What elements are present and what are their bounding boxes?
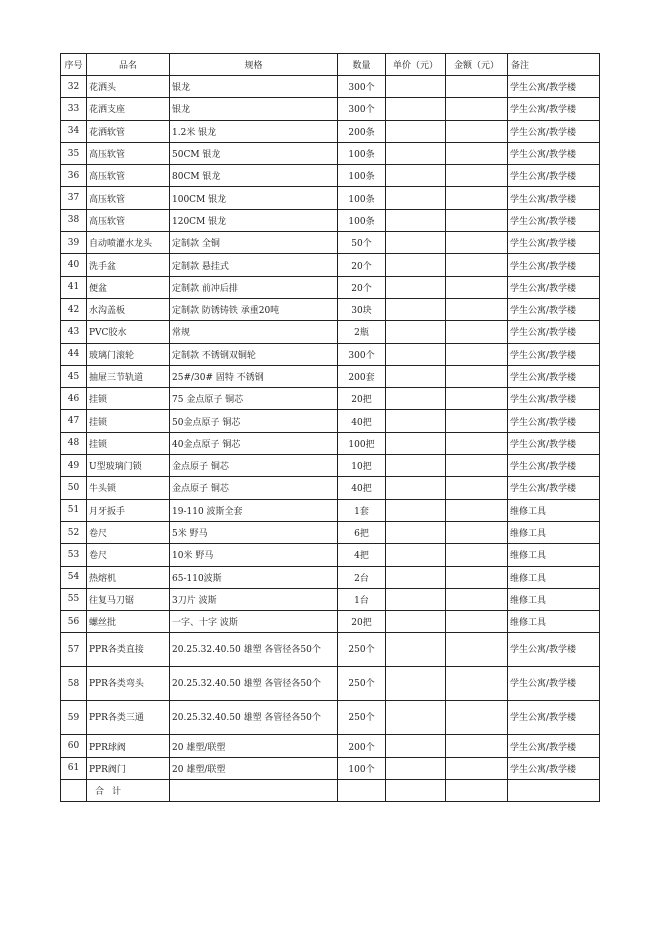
cell-price bbox=[386, 298, 446, 320]
cell-price bbox=[386, 499, 446, 521]
table-row bbox=[61, 521, 600, 543]
cell-qty: 20把 bbox=[338, 388, 386, 410]
cell-qty: 6把 bbox=[338, 521, 386, 543]
cell-no: 50 bbox=[61, 477, 87, 499]
cell-name: PPR球阀 bbox=[87, 735, 170, 757]
header-qty: 数量 bbox=[338, 54, 386, 76]
cell-note: 维修工具 bbox=[508, 588, 600, 610]
total-label: 合计 bbox=[87, 780, 170, 802]
cell-qty: 300个 bbox=[338, 343, 386, 365]
cell-spec: 40金点原子 铜芯 bbox=[170, 432, 338, 454]
cell-note: 学生公寓/教学楼 bbox=[508, 276, 600, 298]
cell-no: 40 bbox=[61, 254, 87, 276]
cell-spec: 银龙 bbox=[170, 76, 338, 98]
cell-name: 卷尺 bbox=[87, 521, 170, 543]
cell-name: U型玻璃门锁 bbox=[87, 455, 170, 477]
cell-price bbox=[386, 120, 446, 142]
cell-qty: 200个 bbox=[338, 735, 386, 757]
cell-no: 48 bbox=[61, 432, 87, 454]
cell-amount bbox=[446, 544, 508, 566]
table-row bbox=[61, 667, 600, 701]
cell-spec: 10米 野马 bbox=[170, 544, 338, 566]
cell-note: 学生公寓/教学楼 bbox=[508, 365, 600, 387]
cell-no: 49 bbox=[61, 455, 87, 477]
cell-name: 挂锁 bbox=[87, 410, 170, 432]
table-row bbox=[61, 209, 600, 231]
cell-note: 学生公寓/教学楼 bbox=[508, 633, 600, 667]
cell-price bbox=[386, 521, 446, 543]
cell-amount bbox=[446, 142, 508, 164]
cell-spec: 50CM 银龙 bbox=[170, 142, 338, 164]
header-price: 单价（元） bbox=[386, 54, 446, 76]
cell-no: 47 bbox=[61, 410, 87, 432]
cell-qty: 100把 bbox=[338, 432, 386, 454]
cell-qty: 200条 bbox=[338, 120, 386, 142]
cell-spec: 50金点原子 铜芯 bbox=[170, 410, 338, 432]
cell-note: 学生公寓/教学楼 bbox=[508, 98, 600, 120]
cell-no: 52 bbox=[61, 521, 87, 543]
cell-no: 58 bbox=[61, 667, 87, 701]
cell-qty: 4把 bbox=[338, 544, 386, 566]
cell-amount bbox=[446, 187, 508, 209]
cell-qty: 10把 bbox=[338, 455, 386, 477]
cell-spec: 19-110 波斯全套 bbox=[170, 499, 338, 521]
cell-note: 学生公寓/教学楼 bbox=[508, 232, 600, 254]
cell-price bbox=[386, 365, 446, 387]
cell-qty: 30块 bbox=[338, 298, 386, 320]
header-note: 备注 bbox=[508, 54, 600, 76]
cell-amount bbox=[446, 410, 508, 432]
cell-amount bbox=[446, 120, 508, 142]
cell-price bbox=[386, 477, 446, 499]
cell-name: 抽屉三节轨道 bbox=[87, 365, 170, 387]
header-no: 序号 bbox=[61, 54, 87, 76]
cell-name: 水沟盖板 bbox=[87, 298, 170, 320]
cell-note: 学生公寓/教学楼 bbox=[508, 667, 600, 701]
cell-amount bbox=[446, 633, 508, 667]
cell-no: 37 bbox=[61, 187, 87, 209]
cell-qty: 250个 bbox=[338, 667, 386, 701]
table-row bbox=[61, 701, 600, 735]
cell-qty: 1套 bbox=[338, 499, 386, 521]
cell-amount bbox=[446, 701, 508, 735]
cell-spec: 金点原子 铜芯 bbox=[170, 477, 338, 499]
total-row bbox=[61, 780, 600, 802]
cell-amount bbox=[446, 667, 508, 701]
cell-note: 学生公寓/教学楼 bbox=[508, 165, 600, 187]
cell-no: 59 bbox=[61, 701, 87, 735]
header-row bbox=[61, 54, 600, 76]
cell-spec: 定制款 不锈钢双铜轮 bbox=[170, 343, 338, 365]
cell-name: 高压软管 bbox=[87, 165, 170, 187]
cell-name: 月牙扳手 bbox=[87, 499, 170, 521]
cell-no: 35 bbox=[61, 142, 87, 164]
cell-no: 41 bbox=[61, 276, 87, 298]
cell-amount bbox=[446, 521, 508, 543]
table-row bbox=[61, 232, 600, 254]
cell-price bbox=[386, 633, 446, 667]
cell-price bbox=[386, 455, 446, 477]
cell-note: 学生公寓/教学楼 bbox=[508, 254, 600, 276]
cell-note: 维修工具 bbox=[508, 544, 600, 566]
cell-name: 高压软管 bbox=[87, 142, 170, 164]
cell-no: 46 bbox=[61, 388, 87, 410]
cell-amount bbox=[446, 477, 508, 499]
cell-price bbox=[386, 276, 446, 298]
cell-amount bbox=[446, 757, 508, 779]
cell-price bbox=[386, 735, 446, 757]
cell-no: 51 bbox=[61, 499, 87, 521]
table-row bbox=[61, 588, 600, 610]
cell-price bbox=[386, 388, 446, 410]
cell-amount bbox=[446, 611, 508, 633]
cell-spec: 100CM 银龙 bbox=[170, 187, 338, 209]
cell-no: 54 bbox=[61, 566, 87, 588]
cell-no: 42 bbox=[61, 298, 87, 320]
cell-no: 60 bbox=[61, 735, 87, 757]
cell-spec: 75 金点原子 铜芯 bbox=[170, 388, 338, 410]
total-price bbox=[386, 780, 446, 802]
cell-no: 39 bbox=[61, 232, 87, 254]
cell-price bbox=[386, 343, 446, 365]
cell-name: PPR各类三通 bbox=[87, 701, 170, 735]
cell-amount bbox=[446, 455, 508, 477]
table-row bbox=[61, 633, 600, 667]
cell-no: 38 bbox=[61, 209, 87, 231]
table-row bbox=[61, 735, 600, 757]
cell-qty: 200套 bbox=[338, 365, 386, 387]
cell-amount bbox=[446, 343, 508, 365]
cell-note: 学生公寓/教学楼 bbox=[508, 343, 600, 365]
table-row bbox=[61, 477, 600, 499]
cell-name: 高压软管 bbox=[87, 187, 170, 209]
cell-name: PVC胶水 bbox=[87, 321, 170, 343]
cell-note: 学生公寓/教学楼 bbox=[508, 142, 600, 164]
cell-note: 学生公寓/教学楼 bbox=[508, 701, 600, 735]
header-name: 品名 bbox=[87, 54, 170, 76]
cell-note: 学生公寓/教学楼 bbox=[508, 321, 600, 343]
cell-qty: 20把 bbox=[338, 611, 386, 633]
cell-qty: 250个 bbox=[338, 701, 386, 735]
cell-qty: 100条 bbox=[338, 209, 386, 231]
cell-name: 玻璃门滚轮 bbox=[87, 343, 170, 365]
table-row bbox=[61, 165, 600, 187]
cell-name: 往复马刀锯 bbox=[87, 588, 170, 610]
cell-note: 学生公寓/教学楼 bbox=[508, 757, 600, 779]
cell-spec: 定制款 前冲后排 bbox=[170, 276, 338, 298]
cell-spec: 20 雄塑/联塑 bbox=[170, 757, 338, 779]
cell-spec: 定制款 悬挂式 bbox=[170, 254, 338, 276]
table-row bbox=[61, 432, 600, 454]
total-note bbox=[508, 780, 600, 802]
cell-name: 便盆 bbox=[87, 276, 170, 298]
cell-name: 挂锁 bbox=[87, 388, 170, 410]
cell-qty: 1台 bbox=[338, 588, 386, 610]
cell-spec: 常规 bbox=[170, 321, 338, 343]
table-row bbox=[61, 757, 600, 779]
cell-amount bbox=[446, 321, 508, 343]
cell-qty: 50个 bbox=[338, 232, 386, 254]
table-row bbox=[61, 98, 600, 120]
cell-amount bbox=[446, 276, 508, 298]
cell-spec: 5米 野马 bbox=[170, 521, 338, 543]
cell-note: 维修工具 bbox=[508, 611, 600, 633]
cell-qty: 300个 bbox=[338, 76, 386, 98]
total-qty bbox=[338, 780, 386, 802]
table-row bbox=[61, 388, 600, 410]
table-row bbox=[61, 120, 600, 142]
cell-amount bbox=[446, 365, 508, 387]
cell-name: 花洒软管 bbox=[87, 120, 170, 142]
cell-amount bbox=[446, 254, 508, 276]
cell-spec: 80CM 银龙 bbox=[170, 165, 338, 187]
cell-note: 学生公寓/教学楼 bbox=[508, 298, 600, 320]
cell-qty: 2瓶 bbox=[338, 321, 386, 343]
total-no bbox=[61, 780, 87, 802]
cell-name: 挂锁 bbox=[87, 432, 170, 454]
cell-amount bbox=[446, 566, 508, 588]
cell-note: 学生公寓/教学楼 bbox=[508, 120, 600, 142]
cell-price bbox=[386, 142, 446, 164]
cell-amount bbox=[446, 499, 508, 521]
cell-note: 学生公寓/教学楼 bbox=[508, 735, 600, 757]
cell-amount bbox=[446, 432, 508, 454]
cell-no: 36 bbox=[61, 165, 87, 187]
cell-note: 维修工具 bbox=[508, 521, 600, 543]
cell-note: 学生公寓/教学楼 bbox=[508, 410, 600, 432]
cell-name: 花洒头 bbox=[87, 76, 170, 98]
table-row bbox=[61, 76, 600, 98]
cell-no: 44 bbox=[61, 343, 87, 365]
cell-price bbox=[386, 544, 446, 566]
cell-qty: 20个 bbox=[338, 276, 386, 298]
cell-price bbox=[386, 701, 446, 735]
cell-price bbox=[386, 611, 446, 633]
cell-spec: 20.25.32.40.50 雄塑 各管径各50个 bbox=[170, 667, 338, 701]
cell-amount bbox=[446, 298, 508, 320]
cell-price bbox=[386, 76, 446, 98]
table-row bbox=[61, 187, 600, 209]
cell-qty: 300个 bbox=[338, 98, 386, 120]
cell-no: 33 bbox=[61, 98, 87, 120]
cell-amount bbox=[446, 232, 508, 254]
cell-spec: 65-110波斯 bbox=[170, 566, 338, 588]
cell-no: 34 bbox=[61, 120, 87, 142]
cell-no: 43 bbox=[61, 321, 87, 343]
cell-qty: 100条 bbox=[338, 165, 386, 187]
cell-name: 花洒支座 bbox=[87, 98, 170, 120]
cell-note: 学生公寓/教学楼 bbox=[508, 187, 600, 209]
cell-name: PPR阀门 bbox=[87, 757, 170, 779]
cell-spec: 20.25.32.40.50 雄塑 各管径各50个 bbox=[170, 701, 338, 735]
cell-amount bbox=[446, 735, 508, 757]
cell-amount bbox=[446, 209, 508, 231]
cell-qty: 100条 bbox=[338, 187, 386, 209]
cell-amount bbox=[446, 388, 508, 410]
cell-amount bbox=[446, 98, 508, 120]
header-spec: 规格 bbox=[170, 54, 338, 76]
cell-amount bbox=[446, 588, 508, 610]
cell-price bbox=[386, 566, 446, 588]
cell-price bbox=[386, 232, 446, 254]
cell-price bbox=[386, 209, 446, 231]
cell-spec: 定制款 全铜 bbox=[170, 232, 338, 254]
cell-spec: 120CM 银龙 bbox=[170, 209, 338, 231]
cell-price bbox=[386, 667, 446, 701]
table-row bbox=[61, 410, 600, 432]
cell-no: 32 bbox=[61, 76, 87, 98]
table-row bbox=[61, 566, 600, 588]
cell-spec: 20 雄塑/联塑 bbox=[170, 735, 338, 757]
cell-name: 自动喷灌水龙头 bbox=[87, 232, 170, 254]
table-row bbox=[61, 298, 600, 320]
cell-spec: 3刀片 波斯 bbox=[170, 588, 338, 610]
cell-spec: 定制款 防锈铸铁 承重20吨 bbox=[170, 298, 338, 320]
cell-spec: 1.2米 银龙 bbox=[170, 120, 338, 142]
cell-price bbox=[386, 165, 446, 187]
cell-spec: 25#/30# 固特 不锈钢 bbox=[170, 365, 338, 387]
table-row bbox=[61, 321, 600, 343]
cell-price bbox=[386, 254, 446, 276]
table-row bbox=[61, 499, 600, 521]
cell-name: 高压软管 bbox=[87, 209, 170, 231]
cell-no: 57 bbox=[61, 633, 87, 667]
cell-price bbox=[386, 321, 446, 343]
cell-price bbox=[386, 757, 446, 779]
header-amount: 金额（元） bbox=[446, 54, 508, 76]
cell-name: PPR各类弯头 bbox=[87, 667, 170, 701]
cell-qty: 40把 bbox=[338, 477, 386, 499]
cell-spec: 20.25.32.40.50 雄塑 各管径各50个 bbox=[170, 633, 338, 667]
cell-note: 学生公寓/教学楼 bbox=[508, 477, 600, 499]
table-row bbox=[61, 142, 600, 164]
cell-no: 56 bbox=[61, 611, 87, 633]
cell-name: PPR各类直接 bbox=[87, 633, 170, 667]
cell-qty: 100条 bbox=[338, 142, 386, 164]
cell-note: 学生公寓/教学楼 bbox=[508, 388, 600, 410]
cell-qty: 20个 bbox=[338, 254, 386, 276]
cell-spec: 银龙 bbox=[170, 98, 338, 120]
cell-price bbox=[386, 187, 446, 209]
cell-qty: 2台 bbox=[338, 566, 386, 588]
cell-note: 学生公寓/教学楼 bbox=[508, 209, 600, 231]
cell-spec: 一字、十字 波斯 bbox=[170, 611, 338, 633]
cell-amount bbox=[446, 76, 508, 98]
table-row bbox=[61, 544, 600, 566]
cell-price bbox=[386, 588, 446, 610]
cell-name: 螺丝批 bbox=[87, 611, 170, 633]
cell-note: 学生公寓/教学楼 bbox=[508, 432, 600, 454]
cell-qty: 250个 bbox=[338, 633, 386, 667]
cell-price bbox=[386, 410, 446, 432]
cell-note: 维修工具 bbox=[508, 499, 600, 521]
table-row bbox=[61, 276, 600, 298]
cell-note: 维修工具 bbox=[508, 566, 600, 588]
cell-price bbox=[386, 432, 446, 454]
cell-no: 53 bbox=[61, 544, 87, 566]
table-row bbox=[61, 611, 600, 633]
total-amount bbox=[446, 780, 508, 802]
table-row bbox=[61, 455, 600, 477]
cell-qty: 40把 bbox=[338, 410, 386, 432]
cell-name: 洗手盆 bbox=[87, 254, 170, 276]
procurement-table bbox=[60, 53, 600, 802]
cell-amount bbox=[446, 165, 508, 187]
cell-no: 55 bbox=[61, 588, 87, 610]
cell-name: 卷尺 bbox=[87, 544, 170, 566]
cell-note: 学生公寓/教学楼 bbox=[508, 76, 600, 98]
cell-spec: 金点原子 铜芯 bbox=[170, 455, 338, 477]
cell-price bbox=[386, 98, 446, 120]
cell-no: 45 bbox=[61, 365, 87, 387]
cell-no: 61 bbox=[61, 757, 87, 779]
cell-name: 热熔机 bbox=[87, 566, 170, 588]
cell-note: 学生公寓/教学楼 bbox=[508, 455, 600, 477]
total-spec bbox=[170, 780, 338, 802]
cell-qty: 100个 bbox=[338, 757, 386, 779]
cell-name: 牛头锁 bbox=[87, 477, 170, 499]
table-row bbox=[61, 343, 600, 365]
table-row bbox=[61, 365, 600, 387]
table-row bbox=[61, 254, 600, 276]
